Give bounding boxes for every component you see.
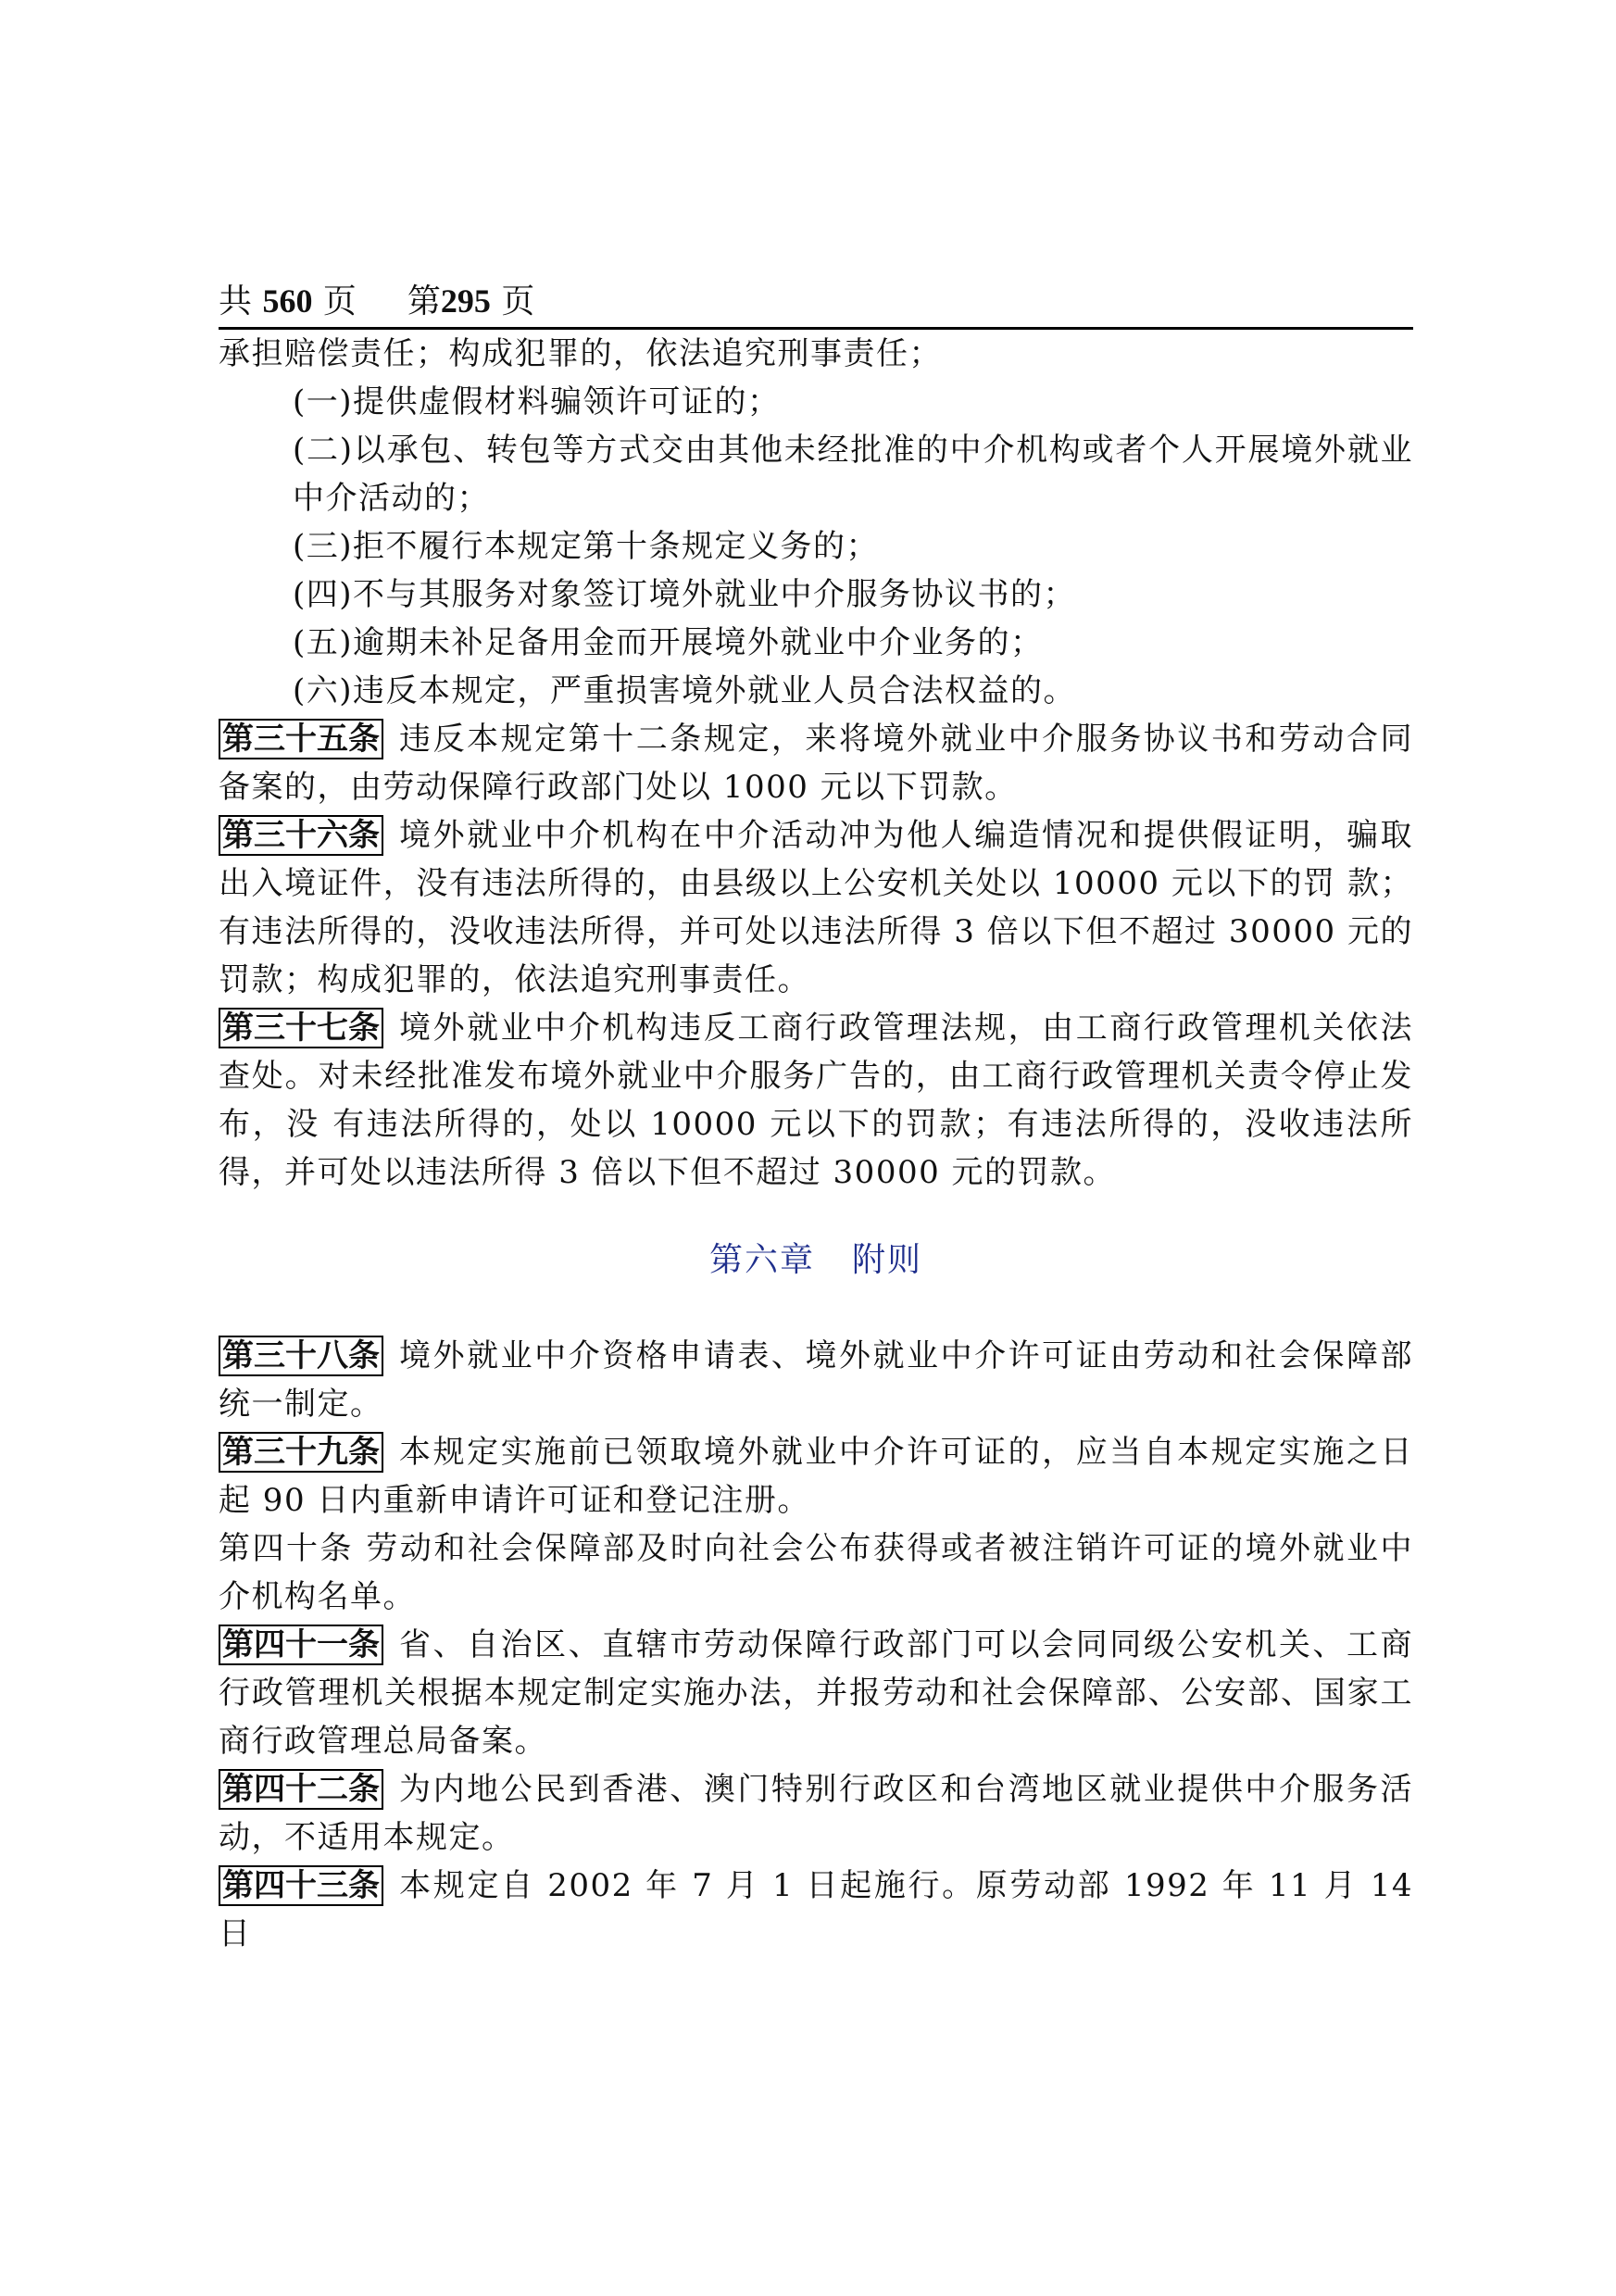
article-41 [219, 1621, 1413, 1765]
chapter-number: 第六章 [708, 1241, 815, 1279]
article-42 [219, 1765, 1413, 1862]
intro-paragraph: 承担赔偿责任；构成犯罪的，依法追究刑事责任； [219, 335, 942, 372]
total-prefix: 共 [219, 282, 253, 320]
list-item: (五)逾期未补足备用金而开展境外就业中介业务的； [293, 624, 1044, 661]
article-text: 本规定实施前已领取境外就业中介许可证的，应当自本规定实施之日起 90 日内重新申请许可证和登记注册。 [219, 1434, 1413, 1519]
article-number-tag: 第三十七条 [219, 1008, 383, 1048]
article-38 [219, 1332, 1413, 1428]
list-item: (二)以承包、转包等方式交由其他未经批准的中介机构或者个人开展境外就业中介活动的； [293, 432, 1413, 517]
article-text: 境外就业中介机构在中介活动冲为他人编造情况和提供假证明，骗取出入境证件，没有违法所得的，由县级以上公安机关处以 10000 元以下的罚 款；有违法所得的，没收违法所得，并可处以违法所得 3 倍以下但不超过 30000 元的罚款；构成犯罪的，依法追究刑事责任。 [219, 817, 1413, 998]
total-pages: 560 [262, 282, 313, 320]
article-text: 为内地公民到香港、澳门特别行政区和台湾地区就业提供中介服务活动，不适用本规定。 [219, 1771, 1413, 1856]
current-page: 295 [440, 282, 491, 320]
article-35 [219, 715, 1413, 811]
article-36 [219, 811, 1413, 1004]
chapter-title: 附则 [852, 1241, 923, 1279]
article-text: 省、自治区、直辖市劳动保障行政部门可以会同同级公安机关、工商行政管理机关根据本规定制定实施办法，并报劳动和社会保障部、公安部、国家工商行政管理总局备案。 [219, 1626, 1413, 1760]
chapter-heading [219, 1237, 1413, 1284]
article-number-tag: 第三十六条 [219, 815, 383, 856]
article-number-tag: 第三十八条 [219, 1336, 383, 1376]
article-number-tag: 第四十二条 [219, 1769, 383, 1810]
list-item: (四)不与其服务对象签订境外就业中介服务协议书的； [293, 576, 1077, 613]
current-prefix: 第 [407, 282, 441, 320]
current-suffix: 页 [501, 282, 535, 320]
article-text: 违反本规定第十二条规定，来将境外就业中介服务协议书和劳动合同备案的，由劳动保障行政部门处以 1000 元以下罚款。 [219, 721, 1413, 806]
article-43 [219, 1862, 1413, 1958]
article-text: 本规定自 2002 年 7 月 1 日起施行。原劳动部 1992 年 11 月 14 日 [219, 1867, 1413, 1952]
article-39 [219, 1428, 1413, 1524]
article-number-tag: 第四十一条 [219, 1625, 383, 1665]
article-number-tag: 第三十九条 [219, 1432, 383, 1473]
article-text: 境外就业中介机构违反工商行政管理法规，由工商行政管理机关依法查处。对未经批准发布境外就业中介服务广告的，由工商行政管理机关责令停止发布，没 有违法所得的，处以 10000 元以下的罚款；有违法所得的，没收违法所得，并可处以违法所得 3 倍以下但不超过 30000 元的罚款。 [219, 1010, 1413, 1191]
article-37 [219, 1004, 1413, 1197]
article-text: 境外就业中介资格申请表、境外就业中介许可证由劳动和社会保障部统一制定。 [219, 1337, 1413, 1423]
list-item: (一)提供虚假材料骗领许可证的； [293, 383, 781, 420]
list-item: (三)拒不履行本规定第十条规定义务的； [293, 528, 880, 565]
document-body [219, 330, 1413, 1958]
article-40: 第四十条 劳动和社会保障部及时向社会公布获得或者被注销许可证的境外就业中介机构名单。 [219, 1530, 1413, 1615]
total-suffix: 页 [322, 282, 357, 320]
page-header [219, 278, 1413, 330]
document-page [219, 278, 1413, 1958]
article-number-tag: 第四十三条 [219, 1865, 383, 1906]
list-item: (六)违反本规定，严重损害境外就业人员合法权益的。 [293, 672, 1077, 709]
article-number-tag: 第三十五条 [219, 719, 383, 759]
